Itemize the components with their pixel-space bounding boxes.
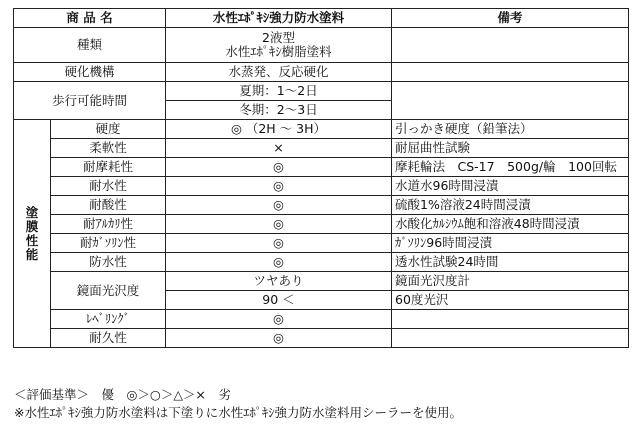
film-remark: 摩耗輪法 CS-17 500g/輪 100回転 [392, 158, 629, 177]
gloss-label: 鏡面光沢度 [51, 272, 166, 310]
walk-label: 歩行可能時間 [14, 82, 166, 120]
film-value: ◎ [166, 158, 392, 177]
evaluation-criteria: ＜評価基準＞ 優 ◎＞○＞△＞× 劣 [14, 387, 231, 402]
curing-row [14, 63, 629, 82]
film-row-abrasion [14, 158, 629, 177]
type-value [166, 28, 392, 63]
film-value: × [166, 139, 392, 158]
type-value-line2: 水性ｴﾎﾟｷｼ樹脂塗料 [225, 44, 332, 59]
film-row-flexibility [14, 139, 629, 158]
side-char-1: 塗 [25, 204, 39, 220]
film-row-acid [14, 196, 629, 215]
side-char-2: 膜 [25, 218, 39, 234]
gloss-remark-2: 60度光沢 [392, 291, 629, 310]
film-remark: 透水性試験24時間 [392, 253, 629, 272]
curing-value: 水蒸発、反応硬化 [166, 63, 392, 82]
type-value-line1: 2液型 [262, 30, 295, 45]
durability-label: 耐久性 [51, 329, 166, 348]
film-value: ◎ [166, 253, 392, 272]
header-remarks: 備考 [392, 9, 629, 28]
curing-remark [392, 63, 629, 82]
curing-label: 硬化機構 [14, 63, 166, 82]
film-label: 耐摩耗性 [51, 158, 166, 177]
walk-remark [392, 82, 629, 120]
type-row [14, 28, 629, 63]
film-row-waterproof [14, 253, 629, 272]
side-char-4: 能 [25, 246, 39, 262]
film-row-alkali [14, 215, 629, 234]
film-performance-side-label [14, 120, 51, 348]
film-value: ◎ （2H ～ 3H） [166, 120, 392, 139]
film-label: 耐水性 [51, 177, 166, 196]
walk-winter: 冬期：2～3日 [166, 101, 392, 120]
header-product: 水性ｴﾎﾟｷｼ強力防水塗料 [166, 9, 392, 28]
leveling-value: ◎ [166, 310, 392, 329]
film-label: 柔軟性 [51, 139, 166, 158]
film-label: 硬度 [51, 120, 166, 139]
film-row-leveling [14, 310, 629, 329]
film-label: 耐ｶﾞｿﾘﾝ性 [51, 234, 166, 253]
type-label: 種類 [14, 28, 166, 63]
film-remark: 引っかき硬度（鉛筆法） [392, 120, 629, 139]
walk-summer: 夏期：1～2日 [166, 82, 392, 101]
film-row-durability [14, 329, 629, 348]
side-char-3: 性 [25, 232, 39, 248]
film-row-water [14, 177, 629, 196]
film-label: 耐ｱﾙｶﾘ性 [51, 215, 166, 234]
film-value: ◎ [166, 215, 392, 234]
film-remark: 耐屈曲性試験 [392, 139, 629, 158]
film-row-gloss-1 [14, 272, 629, 291]
film-value: ◎ [166, 196, 392, 215]
spec-table [13, 8, 629, 348]
film-row-gasoline [14, 234, 629, 253]
type-remark [392, 28, 629, 63]
leveling-remark [392, 310, 629, 329]
header-row [14, 9, 629, 28]
durability-value: ◎ [166, 329, 392, 348]
film-label: 防水性 [51, 253, 166, 272]
film-row-hardness [14, 120, 629, 139]
gloss-remark-1: 鏡面光沢度計 [392, 272, 629, 291]
film-remark: 水酸化ｶﾙｼｳﾑ飽和溶液48時間浸漬 [392, 215, 629, 234]
primer-note: ※水性ｴﾎﾟｷｼ強力防水塗料は下塗りに水性ｴﾎﾟｷｼ強力防水塗料用シーラーを使用。 [14, 405, 462, 420]
gloss-value-2: 90 ＜ [166, 291, 392, 310]
gloss-value-1: ツヤあり [166, 272, 392, 291]
film-remark: 硫酸1%溶液24時間浸漬 [392, 196, 629, 215]
film-remark: ｶﾞｿﾘﾝ96時間浸漬 [392, 234, 629, 253]
film-value: ◎ [166, 177, 392, 196]
leveling-label: ﾚﾍﾞﾘﾝｸﾞ [51, 310, 166, 329]
film-remark: 水道水96時間浸漬 [392, 177, 629, 196]
walk-row-summer [14, 82, 629, 101]
durability-remark [392, 329, 629, 348]
film-label: 耐酸性 [51, 196, 166, 215]
film-value: ◎ [166, 234, 392, 253]
header-name: 商 品 名 [14, 9, 166, 28]
